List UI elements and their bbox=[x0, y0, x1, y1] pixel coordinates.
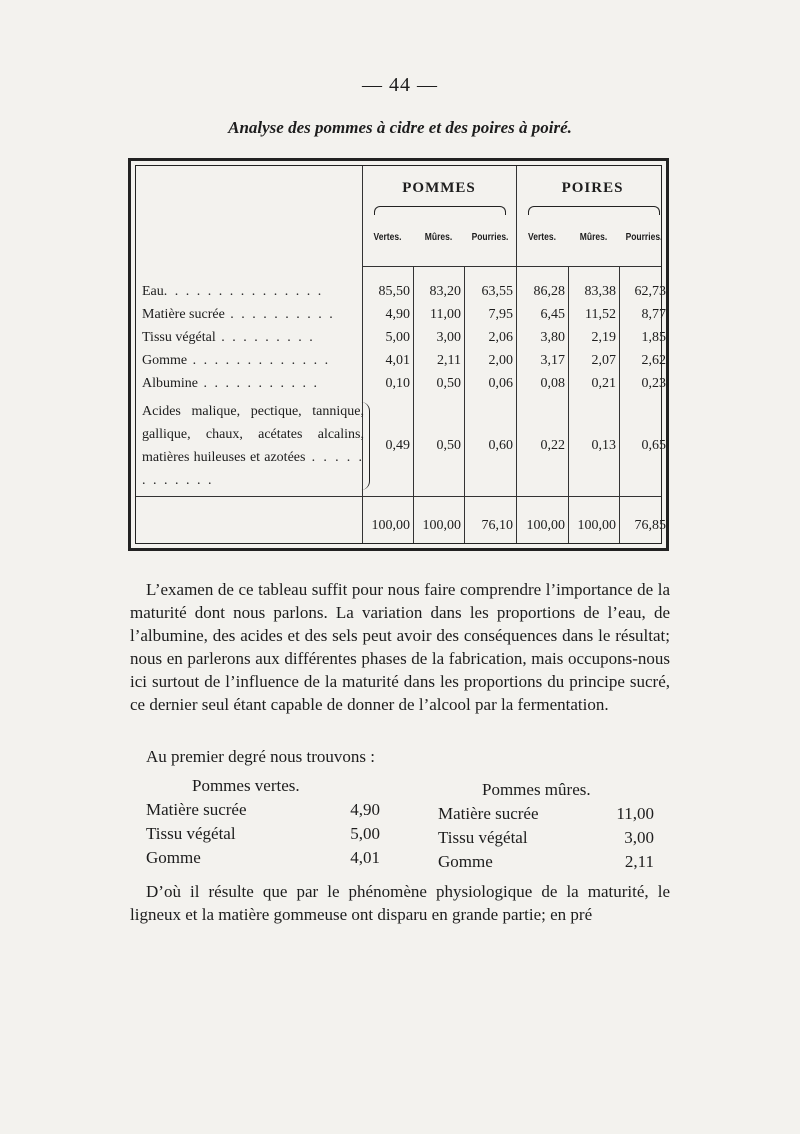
table-cell: 4,01 bbox=[385, 353, 410, 368]
table-cell: 83,38 bbox=[584, 284, 616, 299]
table-cell: 2,06 bbox=[488, 330, 513, 345]
table-cell: 0,08 bbox=[540, 376, 565, 391]
list-item-label: Tissu végétal bbox=[146, 824, 236, 843]
table-total-cell: 100,00 bbox=[371, 518, 410, 533]
list-item-label: Tissu végétal bbox=[438, 828, 528, 847]
table-cell: 0,06 bbox=[488, 376, 513, 391]
col-head: Mûres. bbox=[579, 232, 608, 243]
table-cell: 8,77 bbox=[641, 307, 666, 322]
table-cell: 0,23 bbox=[641, 376, 666, 391]
table-total-cell: 76,10 bbox=[481, 518, 513, 533]
analysis-table bbox=[128, 158, 669, 551]
table-cell: 1,85 bbox=[641, 330, 666, 345]
row-label-multiline: Acides malique, pectique, tannique, gallique, chaux, acétates alcalins, matières huileuses et azotées . . . . . . . . . . . . bbox=[142, 404, 364, 488]
table-cell: 0,10 bbox=[385, 376, 410, 391]
table-cell: 4,90 bbox=[385, 307, 410, 322]
list-item-value: 4,01 bbox=[350, 848, 380, 867]
group-brace bbox=[528, 206, 660, 215]
table-cell: 3,00 bbox=[436, 330, 461, 345]
table-cell: 85,50 bbox=[378, 284, 410, 299]
list-item-value: 3,00 bbox=[624, 828, 654, 847]
table-cell: 11,52 bbox=[585, 307, 616, 322]
paragraph: L’examen de ce tableau suffit pour nous faire comprendre l’importance de la maturité dont nous parlons. La variation dans les proportions de l’eau, de l’albumine, des acides et des sels peut avoir des conséquences dans le résultat; nous en parlerons aux différentes phases de la fabrication, mais occupons-nous ici surtout de l’influence de la maturité dans les proportions du principe sucré, ce dernier seul étant capable de donner de l’alcool par la fermentation. bbox=[130, 580, 670, 714]
list-item-label: Matière sucrée bbox=[438, 804, 539, 823]
col-head: Vertes. bbox=[528, 232, 556, 243]
list-heading-right: Pommes mûres. bbox=[482, 780, 591, 799]
col-head: Vertes. bbox=[373, 232, 402, 243]
table-cell: 0,65 bbox=[641, 438, 666, 453]
table-cell: 2,62 bbox=[641, 353, 666, 368]
group-head-poires: POIRES bbox=[561, 180, 624, 196]
list-heading-left: Pommes vertes. bbox=[192, 776, 300, 795]
list-item-label: Matière sucrée bbox=[146, 800, 247, 819]
table-cell: 83,20 bbox=[429, 284, 461, 299]
table-cell: 2,19 bbox=[591, 330, 616, 345]
list-item-label: Gomme bbox=[438, 852, 493, 871]
row-label: Matière sucrée . . . . . . . . . . bbox=[142, 307, 335, 322]
col-head: Pourries. bbox=[471, 232, 509, 243]
table-cell: 0,49 bbox=[385, 438, 410, 453]
table-cell: 7,95 bbox=[488, 307, 513, 322]
row-label: Eau. . . . . . . . . . . . . . . bbox=[142, 284, 324, 299]
grid-line bbox=[136, 496, 661, 497]
table-cell: 2,11 bbox=[437, 353, 461, 368]
body-text bbox=[130, 578, 670, 716]
table-total-cell: 100,00 bbox=[422, 518, 461, 533]
page-number: — 44 — bbox=[362, 74, 438, 96]
list-item-value: 11,00 bbox=[616, 804, 654, 823]
table-cell: 2,07 bbox=[591, 353, 616, 368]
row-label: Gomme . . . . . . . . . . . . . bbox=[142, 353, 331, 368]
table-cell: 2,00 bbox=[488, 353, 513, 368]
table-total-cell: 76,85 bbox=[634, 518, 666, 533]
paragraph: D’où il résulte que par le phénomène physiologique de la maturité, le ligneux et la matière gommeuse ont disparu en grande partie; en pré bbox=[130, 882, 670, 924]
table-cell: 0,21 bbox=[591, 376, 616, 391]
row-label: Albumine . . . . . . . . . . . bbox=[142, 376, 319, 391]
group-brace bbox=[374, 206, 506, 215]
table-cell: 0,60 bbox=[488, 438, 513, 453]
group-head-pommes: POMMES bbox=[402, 180, 476, 196]
list-item-value: 4,90 bbox=[350, 800, 380, 819]
table-cell: 86,28 bbox=[533, 284, 565, 299]
list-item-label: Gomme bbox=[146, 848, 201, 867]
table-cell: 6,45 bbox=[540, 307, 565, 322]
table-cell: 0,50 bbox=[436, 376, 461, 391]
table-cell: 5,00 bbox=[385, 330, 410, 345]
table-cell: 11,00 bbox=[430, 307, 461, 322]
body-text bbox=[130, 880, 670, 926]
table-cell: 3,17 bbox=[540, 353, 565, 368]
table-cell: 0,22 bbox=[540, 438, 565, 453]
row-label: Tissu végétal . . . . . . . . . bbox=[142, 330, 315, 345]
col-head: Pourries. bbox=[625, 232, 663, 243]
table-total-cell: 100,00 bbox=[526, 518, 565, 533]
table-title: Analyse des pommes à cidre et des poires à poiré. bbox=[228, 118, 572, 137]
table-cell: 3,80 bbox=[540, 330, 565, 345]
list-item-value: 2,11 bbox=[624, 852, 654, 871]
table-cell: 63,55 bbox=[481, 284, 513, 299]
body-text bbox=[130, 745, 670, 768]
grid-line bbox=[362, 266, 661, 267]
table-inner bbox=[135, 165, 666, 544]
paragraph: Au premier degré nous trouvons : bbox=[146, 747, 375, 766]
table-total-cell: 100,00 bbox=[577, 518, 616, 533]
table-cell: 62,73 bbox=[634, 284, 666, 299]
table-cell: 0,50 bbox=[436, 438, 461, 453]
table-cell: 0,13 bbox=[591, 438, 616, 453]
list-item-value: 5,00 bbox=[350, 824, 380, 843]
col-head: Mûres. bbox=[424, 232, 453, 243]
